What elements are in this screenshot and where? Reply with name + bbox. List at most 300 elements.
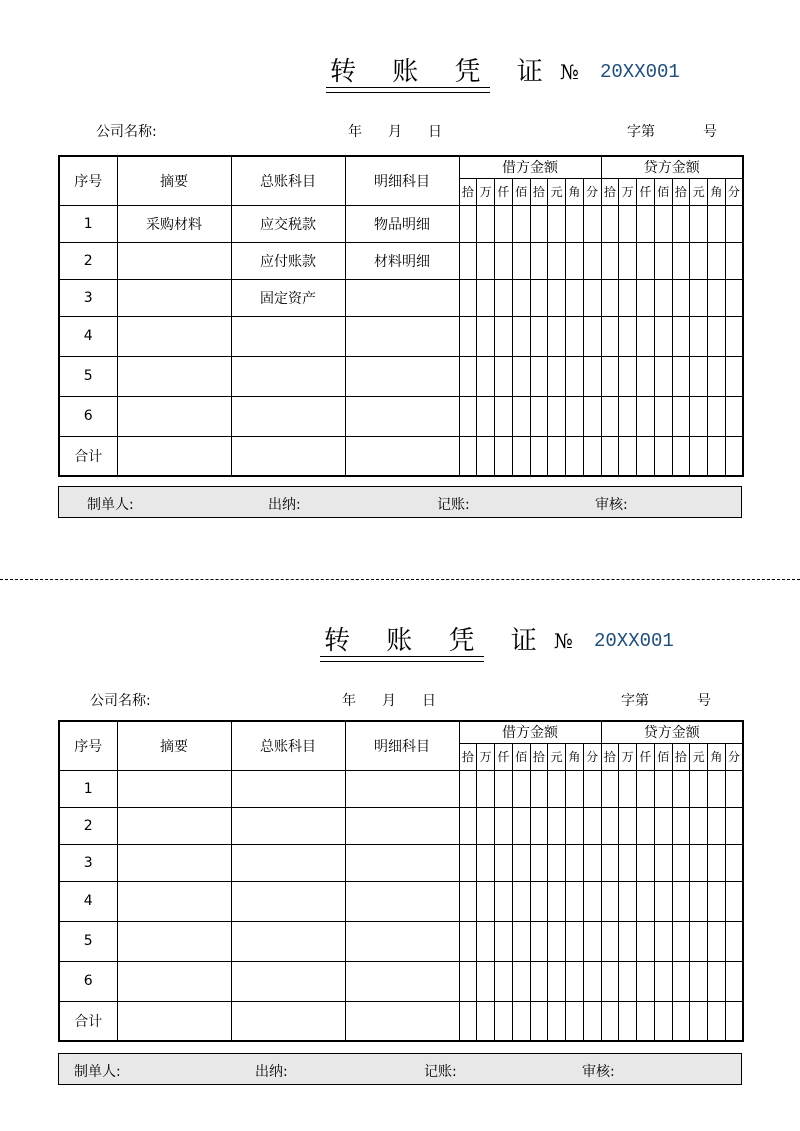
debit-amount-cell[interactable] (512, 436, 530, 476)
row-seq-cell[interactable]: 4 (59, 881, 117, 921)
credit-amount-cell[interactable] (672, 1001, 690, 1041)
debit-amount-cell[interactable] (530, 205, 548, 242)
row-seq-cell[interactable]: 1 (59, 770, 117, 807)
credit-amount-cell[interactable] (637, 396, 655, 436)
debit-amount-cell[interactable] (566, 396, 584, 436)
row-general-account-cell[interactable] (231, 881, 345, 921)
credit-amount-cell[interactable] (672, 396, 690, 436)
credit-amount-cell[interactable] (672, 316, 690, 356)
debit-amount-cell[interactable] (495, 316, 513, 356)
credit-amount-cell[interactable] (690, 316, 708, 356)
credit-amount-cell[interactable] (654, 807, 672, 844)
debit-amount-cell[interactable] (566, 436, 584, 476)
debit-amount-cell[interactable] (512, 844, 530, 881)
credit-amount-cell[interactable] (637, 844, 655, 881)
debit-amount-cell[interactable] (566, 961, 584, 1001)
debit-amount-cell[interactable] (548, 356, 566, 396)
debit-amount-cell[interactable] (548, 921, 566, 961)
credit-amount-cell[interactable] (708, 396, 726, 436)
credit-amount-cell[interactable] (708, 844, 726, 881)
credit-amount-cell[interactable] (708, 356, 726, 396)
debit-amount-cell[interactable] (566, 881, 584, 921)
credit-amount-cell[interactable] (708, 807, 726, 844)
debit-amount-cell[interactable] (495, 807, 513, 844)
credit-amount-cell[interactable] (619, 436, 637, 476)
row-summary-cell[interactable] (117, 961, 231, 1001)
row-summary-cell[interactable] (117, 396, 231, 436)
debit-amount-cell[interactable] (459, 205, 477, 242)
debit-amount-cell[interactable] (459, 396, 477, 436)
debit-amount-cell[interactable] (530, 396, 548, 436)
voucher-rows (59, 770, 743, 1041)
debit-amount-cell[interactable] (566, 242, 584, 279)
debit-amount-cell[interactable] (548, 807, 566, 844)
credit-amount-cell[interactable] (672, 356, 690, 396)
debit-digit-hundred: 佰 (512, 178, 530, 205)
debit-amount-cell[interactable] (583, 396, 601, 436)
credit-amount-cell[interactable] (725, 844, 743, 881)
credit-amount-cell[interactable] (619, 770, 637, 807)
debit-amount-cell[interactable] (477, 1001, 495, 1041)
credit-amount-cell[interactable] (601, 844, 619, 881)
debit-amount-cell[interactable] (566, 205, 584, 242)
debit-amount-cell[interactable] (495, 961, 513, 1001)
credit-amount-cell[interactable] (637, 921, 655, 961)
row-summary-cell[interactable] (117, 921, 231, 961)
debit-amount-cell[interactable] (495, 436, 513, 476)
row-detail-account-cell[interactable] (345, 881, 459, 921)
debit-amount-cell[interactable] (459, 1001, 477, 1041)
debit-amount-cell[interactable] (548, 242, 566, 279)
credit-amount-cell[interactable] (601, 961, 619, 1001)
row-general-account-cell[interactable] (231, 921, 345, 961)
debit-amount-cell[interactable] (530, 921, 548, 961)
credit-amount-cell[interactable] (708, 1001, 726, 1041)
credit-amount-cell[interactable] (672, 921, 690, 961)
debit-amount-cell[interactable] (477, 279, 495, 316)
credit-amount-cell[interactable] (708, 436, 726, 476)
debit-amount-cell[interactable] (530, 844, 548, 881)
debit-amount-cell[interactable] (495, 396, 513, 436)
debit-amount-cell[interactable] (583, 242, 601, 279)
credit-amount-cell[interactable] (690, 961, 708, 1001)
debit-amount-cell[interactable] (583, 961, 601, 1001)
credit-amount-cell[interactable] (601, 279, 619, 316)
debit-amount-cell[interactable] (548, 279, 566, 316)
row-general-account-cell[interactable] (231, 1001, 345, 1041)
row-summary-cell[interactable] (117, 242, 231, 279)
credit-amount-cell[interactable] (601, 921, 619, 961)
credit-amount-cell[interactable] (619, 356, 637, 396)
credit-amount-cell[interactable] (619, 279, 637, 316)
row-general-account-cell[interactable] (231, 396, 345, 436)
debit-amount-cell[interactable] (477, 316, 495, 356)
debit-amount-cell[interactable] (583, 807, 601, 844)
credit-amount-cell[interactable] (708, 881, 726, 921)
row-detail-account-cell[interactable]: 物品明细 (345, 205, 459, 242)
debit-amount-cell[interactable] (583, 844, 601, 881)
row-summary-cell[interactable] (117, 807, 231, 844)
credit-amount-cell[interactable] (601, 316, 619, 356)
credit-amount-cell[interactable] (690, 242, 708, 279)
row-summary-cell[interactable] (117, 1001, 231, 1041)
debit-amount-cell[interactable] (477, 961, 495, 1001)
row-general-account-cell[interactable] (231, 436, 345, 476)
bookkeeper-label: 记账: (437, 497, 470, 513)
credit-amount-cell[interactable] (725, 356, 743, 396)
debit-amount-cell[interactable] (459, 316, 477, 356)
debit-amount-cell[interactable] (459, 279, 477, 316)
credit-amount-cell[interactable] (690, 396, 708, 436)
row-general-account-cell[interactable] (231, 316, 345, 356)
credit-amount-cell[interactable] (619, 844, 637, 881)
credit-digit-hundred: 佰 (654, 178, 672, 205)
debit-amount-cell[interactable] (583, 770, 601, 807)
debit-amount-cell[interactable] (548, 396, 566, 436)
row-general-account-cell[interactable] (231, 807, 345, 844)
credit-amount-cell[interactable] (672, 242, 690, 279)
credit-amount-cell[interactable] (637, 205, 655, 242)
table-row (59, 356, 743, 396)
debit-amount-cell[interactable] (459, 921, 477, 961)
debit-amount-cell[interactable] (495, 770, 513, 807)
debit-amount-cell[interactable] (583, 921, 601, 961)
row-seq-cell[interactable]: 4 (59, 316, 117, 356)
row-seq-cell[interactable]: 3 (59, 844, 117, 881)
credit-digit-wan: 万 (619, 743, 637, 770)
date-day-label: 日 (422, 693, 436, 709)
debit-amount-cell[interactable] (566, 316, 584, 356)
credit-amount-cell[interactable] (672, 770, 690, 807)
debit-amount-cell[interactable] (459, 242, 477, 279)
debit-amount-cell[interactable] (530, 1001, 548, 1041)
credit-amount-cell[interactable] (619, 205, 637, 242)
credit-amount-cell[interactable] (708, 921, 726, 961)
credit-digit-yuan: 元 (690, 743, 708, 770)
row-general-account-cell[interactable] (231, 844, 345, 881)
credit-amount-cell[interactable] (672, 205, 690, 242)
credit-amount-cell[interactable] (601, 396, 619, 436)
row-summary-cell[interactable]: 采购材料 (117, 205, 231, 242)
credit-amount-cell[interactable] (672, 881, 690, 921)
row-summary-cell[interactable] (117, 316, 231, 356)
debit-amount-cell[interactable] (548, 844, 566, 881)
credit-amount-cell[interactable] (725, 436, 743, 476)
debit-amount-cell[interactable] (477, 807, 495, 844)
debit-amount-cell[interactable] (566, 921, 584, 961)
credit-amount-cell[interactable] (601, 881, 619, 921)
debit-amount-cell[interactable] (583, 1001, 601, 1041)
debit-amount-cell[interactable] (583, 279, 601, 316)
voucher-number: 20XX001 (594, 630, 674, 652)
debit-amount-cell[interactable] (512, 1001, 530, 1041)
debit-amount-cell[interactable] (495, 356, 513, 396)
credit-amount-cell[interactable] (690, 279, 708, 316)
credit-amount-cell[interactable] (690, 1001, 708, 1041)
credit-amount-cell[interactable] (708, 205, 726, 242)
credit-amount-cell[interactable] (654, 881, 672, 921)
credit-amount-cell[interactable] (601, 242, 619, 279)
row-seq-cell[interactable]: 2 (59, 242, 117, 279)
credit-digit-jiao: 角 (708, 178, 726, 205)
debit-amount-cell[interactable] (512, 279, 530, 316)
row-detail-account-cell[interactable] (345, 770, 459, 807)
credit-amount-cell[interactable] (690, 921, 708, 961)
debit-amount-cell[interactable] (477, 881, 495, 921)
credit-amount-cell[interactable] (708, 279, 726, 316)
debit-amount-cell[interactable] (459, 436, 477, 476)
credit-digit-thousand: 仟 (637, 743, 655, 770)
row-detail-account-cell[interactable] (345, 356, 459, 396)
credit-amount-cell[interactable] (725, 242, 743, 279)
debit-amount-cell[interactable] (548, 1001, 566, 1041)
debit-amount-cell[interactable] (583, 205, 601, 242)
credit-amount-cell[interactable] (708, 961, 726, 1001)
debit-amount-cell[interactable] (530, 770, 548, 807)
credit-amount-cell[interactable] (690, 436, 708, 476)
credit-amount-cell[interactable] (601, 1001, 619, 1041)
debit-amount-cell[interactable] (530, 242, 548, 279)
debit-amount-cell[interactable] (548, 961, 566, 1001)
debit-amount-cell[interactable] (548, 205, 566, 242)
row-detail-account-cell[interactable] (345, 316, 459, 356)
debit-amount-cell[interactable] (459, 807, 477, 844)
credit-amount-cell[interactable] (725, 316, 743, 356)
debit-amount-cell[interactable] (477, 205, 495, 242)
credit-amount-cell[interactable] (637, 807, 655, 844)
row-detail-account-cell[interactable] (345, 921, 459, 961)
debit-amount-cell[interactable] (477, 436, 495, 476)
credit-amount-cell[interactable] (637, 242, 655, 279)
debit-amount-cell[interactable] (512, 921, 530, 961)
credit-amount-cell[interactable] (725, 881, 743, 921)
credit-amount-cell[interactable] (725, 1001, 743, 1041)
credit-amount-cell[interactable] (725, 205, 743, 242)
credit-amount-cell[interactable] (619, 807, 637, 844)
row-detail-account-cell[interactable] (345, 961, 459, 1001)
debit-amount-cell[interactable] (495, 205, 513, 242)
row-seq-cell[interactable]: 6 (59, 961, 117, 1001)
voucher-title: 转 账 凭 证 (324, 626, 551, 656)
debit-amount-cell[interactable] (566, 844, 584, 881)
debit-amount-cell[interactable] (459, 770, 477, 807)
debit-amount-cell[interactable] (512, 770, 530, 807)
credit-amount-cell[interactable] (690, 770, 708, 807)
credit-amount-cell[interactable] (654, 961, 672, 1001)
debit-amount-cell[interactable] (495, 881, 513, 921)
row-summary-cell[interactable] (117, 279, 231, 316)
credit-amount-cell[interactable] (637, 770, 655, 807)
debit-amount-cell[interactable] (512, 961, 530, 1001)
credit-amount-cell[interactable] (619, 921, 637, 961)
row-summary-cell[interactable] (117, 436, 231, 476)
credit-amount-cell[interactable] (637, 881, 655, 921)
row-seq-cell[interactable]: 2 (59, 807, 117, 844)
credit-amount-cell[interactable] (637, 279, 655, 316)
debit-amount-cell[interactable] (477, 356, 495, 396)
credit-amount-cell[interactable] (654, 396, 672, 436)
credit-amount-cell[interactable] (708, 770, 726, 807)
table-row (59, 242, 743, 279)
company-name-label: 公司名称: (96, 124, 157, 140)
row-summary-cell[interactable] (117, 844, 231, 881)
debit-amount-cell[interactable] (530, 961, 548, 1001)
credit-amount-cell[interactable] (672, 961, 690, 1001)
row-seq-cell[interactable]: 1 (59, 205, 117, 242)
credit-amount-cell[interactable] (725, 279, 743, 316)
credit-amount-cell[interactable] (637, 316, 655, 356)
debit-amount-cell[interactable] (530, 279, 548, 316)
credit-amount-cell[interactable] (708, 316, 726, 356)
row-seq-cell[interactable]: 6 (59, 396, 117, 436)
debit-amount-cell[interactable] (495, 242, 513, 279)
credit-amount-cell[interactable] (601, 770, 619, 807)
credit-amount-cell[interactable] (601, 356, 619, 396)
credit-amount-cell[interactable] (672, 807, 690, 844)
debit-amount-cell[interactable] (512, 242, 530, 279)
signature-bar (58, 486, 742, 518)
credit-amount-cell[interactable] (637, 436, 655, 476)
credit-amount-cell[interactable] (637, 356, 655, 396)
row-detail-account-cell[interactable]: 材料明细 (345, 242, 459, 279)
credit-amount-cell[interactable] (654, 436, 672, 476)
credit-amount-cell[interactable] (619, 881, 637, 921)
debit-amount-cell[interactable] (530, 807, 548, 844)
credit-amount-cell[interactable] (619, 316, 637, 356)
debit-amount-cell[interactable] (548, 436, 566, 476)
debit-amount-cell[interactable] (566, 356, 584, 396)
debit-amount-cell[interactable] (530, 436, 548, 476)
row-summary-cell[interactable] (117, 770, 231, 807)
debit-amount-cell[interactable] (512, 396, 530, 436)
credit-amount-cell[interactable] (725, 807, 743, 844)
debit-amount-cell[interactable] (459, 356, 477, 396)
credit-amount-cell[interactable] (637, 961, 655, 1001)
credit-amount-cell[interactable] (672, 436, 690, 476)
debit-amount-cell[interactable] (477, 844, 495, 881)
credit-amount-cell[interactable] (654, 844, 672, 881)
debit-amount-cell[interactable] (566, 770, 584, 807)
credit-amount-cell[interactable] (654, 316, 672, 356)
debit-amount-cell[interactable] (477, 770, 495, 807)
debit-amount-cell[interactable] (512, 205, 530, 242)
debit-amount-cell[interactable] (566, 807, 584, 844)
credit-amount-cell[interactable] (654, 770, 672, 807)
row-general-account-cell[interactable] (231, 356, 345, 396)
row-seq-cell[interactable]: 合计 (59, 436, 117, 476)
row-detail-account-cell[interactable] (345, 807, 459, 844)
credit-amount-cell[interactable] (672, 279, 690, 316)
row-seq-cell[interactable]: 5 (59, 921, 117, 961)
row-seq-cell[interactable]: 合计 (59, 1001, 117, 1041)
row-seq-cell[interactable]: 5 (59, 356, 117, 396)
debit-amount-cell[interactable] (495, 844, 513, 881)
credit-amount-cell[interactable] (619, 961, 637, 1001)
debit-amount-cell[interactable] (583, 356, 601, 396)
credit-amount-cell[interactable] (690, 844, 708, 881)
credit-amount-cell[interactable] (690, 881, 708, 921)
credit-amount-cell[interactable] (601, 205, 619, 242)
debit-amount-cell[interactable] (459, 844, 477, 881)
debit-amount-cell[interactable] (583, 436, 601, 476)
debit-amount-cell[interactable] (495, 1001, 513, 1041)
credit-amount-cell[interactable] (725, 770, 743, 807)
debit-amount-cell[interactable] (512, 807, 530, 844)
row-summary-cell[interactable] (117, 356, 231, 396)
debit-amount-cell[interactable] (548, 770, 566, 807)
debit-amount-cell[interactable] (548, 881, 566, 921)
debit-amount-cell[interactable] (548, 316, 566, 356)
credit-amount-cell[interactable] (690, 807, 708, 844)
row-detail-account-cell[interactable] (345, 396, 459, 436)
debit-amount-cell[interactable] (495, 279, 513, 316)
debit-amount-cell[interactable] (583, 316, 601, 356)
debit-amount-cell[interactable] (512, 316, 530, 356)
credit-amount-cell[interactable] (601, 807, 619, 844)
debit-amount-cell[interactable] (477, 242, 495, 279)
debit-digit-fen: 分 (583, 743, 601, 770)
credit-amount-cell[interactable] (619, 1001, 637, 1041)
debit-amount-cell[interactable] (530, 356, 548, 396)
debit-amount-cell[interactable] (530, 316, 548, 356)
debit-amount-cell[interactable] (459, 961, 477, 1001)
credit-amount-cell[interactable] (637, 1001, 655, 1041)
debit-digit-jiao: 角 (566, 743, 584, 770)
debit-amount-cell[interactable] (512, 356, 530, 396)
debit-amount-cell[interactable] (477, 396, 495, 436)
credit-amount-cell[interactable] (654, 1001, 672, 1041)
credit-digit-wan: 万 (619, 178, 637, 205)
credit-amount-cell[interactable] (725, 396, 743, 436)
debit-amount-cell[interactable] (583, 881, 601, 921)
debit-amount-cell[interactable] (566, 1001, 584, 1041)
row-general-account-cell[interactable] (231, 770, 345, 807)
row-detail-account-cell[interactable] (345, 844, 459, 881)
credit-amount-cell[interactable] (708, 242, 726, 279)
credit-amount-cell[interactable] (601, 436, 619, 476)
credit-amount-cell[interactable] (690, 356, 708, 396)
credit-amount-cell[interactable] (725, 921, 743, 961)
credit-amount-cell[interactable] (654, 356, 672, 396)
row-general-account-cell[interactable]: 应付账款 (231, 242, 345, 279)
voucher-number-label: 号 (697, 693, 711, 709)
row-general-account-cell[interactable] (231, 961, 345, 1001)
debit-amount-cell[interactable] (459, 881, 477, 921)
row-general-account-cell[interactable]: 应交税款 (231, 205, 345, 242)
row-seq-cell[interactable]: 3 (59, 279, 117, 316)
row-detail-account-cell[interactable] (345, 1001, 459, 1041)
credit-amount-cell[interactable] (725, 961, 743, 1001)
credit-amount-cell[interactable] (672, 844, 690, 881)
credit-amount-cell[interactable] (619, 396, 637, 436)
credit-amount-cell[interactable] (654, 279, 672, 316)
debit-amount-cell[interactable] (512, 881, 530, 921)
credit-amount-cell[interactable] (654, 921, 672, 961)
debit-amount-cell[interactable] (477, 921, 495, 961)
credit-amount-cell[interactable] (690, 205, 708, 242)
auditor-label: 审核: (582, 1064, 615, 1080)
debit-amount-cell[interactable] (530, 881, 548, 921)
row-detail-account-cell[interactable] (345, 436, 459, 476)
debit-amount-cell[interactable] (495, 921, 513, 961)
row-summary-cell[interactable] (117, 881, 231, 921)
debit-amount-cell[interactable] (566, 279, 584, 316)
row-detail-account-cell[interactable] (345, 279, 459, 316)
row-general-account-cell[interactable]: 固定资产 (231, 279, 345, 316)
credit-amount-cell[interactable] (619, 242, 637, 279)
credit-amount-cell[interactable] (654, 205, 672, 242)
credit-amount-cell[interactable] (654, 242, 672, 279)
